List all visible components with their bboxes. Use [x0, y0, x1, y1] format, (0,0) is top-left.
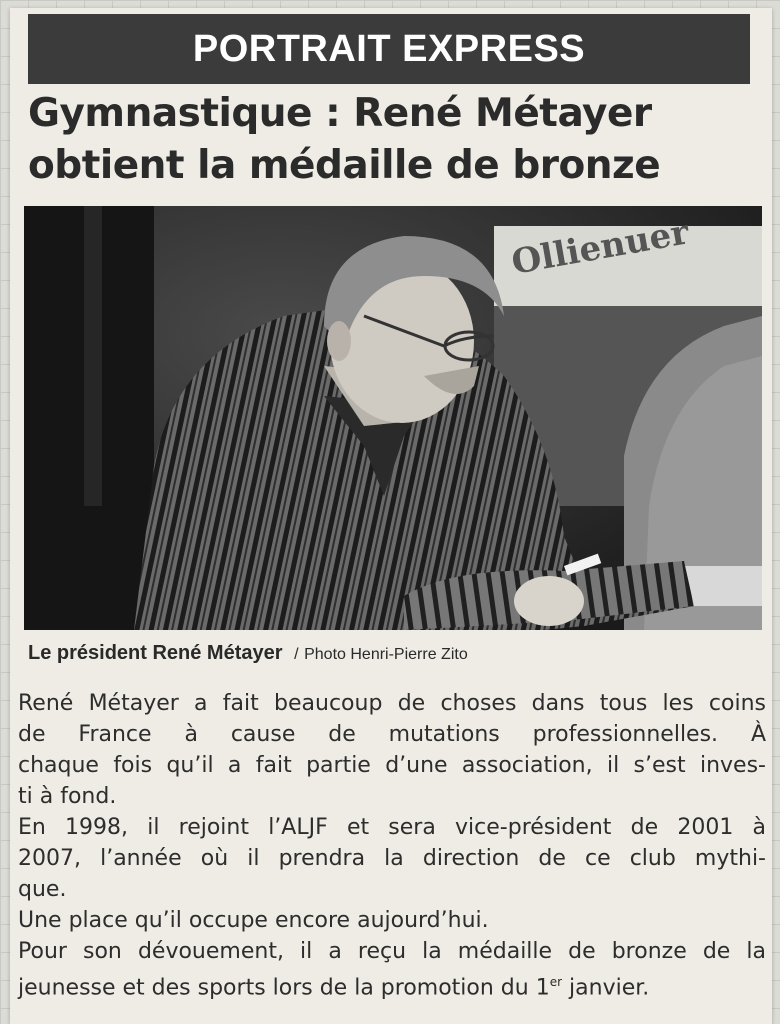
paragraph-1: [18, 688, 766, 812]
text-line: chaque fois qu’il a fait partie d’une association, il s’est inves-: [18, 753, 766, 778]
text-line: René Métayer a fait beaucoup de choses dans tous les coins: [18, 691, 766, 716]
newspaper-clipping: [10, 8, 772, 1024]
photo-credit: Photo Henri-Pierre Zito: [304, 646, 468, 663]
text-line: Pour son dévouement, il a reçu la médaille de bronze de la: [18, 939, 766, 964]
text-line: En 1998, il rejoint l’ALJF et sera vice-président de 2001 à: [18, 815, 766, 840]
paragraph-3: [18, 905, 766, 936]
headline: [28, 88, 758, 192]
rubric-title: PORTRAIT EXPRESS: [192, 27, 586, 70]
text-line: 2007, l’année où il prendra la direction de ce club mythi-: [18, 846, 766, 871]
text-line: Une place qu’il occupe encore aujourd’hui.: [18, 908, 489, 933]
paragraph-4: [18, 936, 766, 1003]
headline-line-2: obtient la médaille de bronze: [28, 143, 661, 188]
rubric-banner: [28, 14, 750, 84]
photo-portrait: [24, 206, 762, 630]
text-fragment: jeunesse et des sports lors de la promotion du 1: [18, 975, 550, 1001]
caption-separator: /: [294, 646, 299, 663]
text-line-last: [18, 967, 766, 1003]
text-line: de France à cause de mutations professionnelles. À: [18, 722, 766, 747]
caption-text: Le président René Métayer: [28, 642, 283, 664]
headline-line-1: Gymnastique : René Métayer: [28, 91, 652, 136]
photo-caption: [28, 642, 758, 665]
text-line: que.: [18, 877, 67, 902]
article-body: [18, 688, 766, 1003]
ordinal-suffix: er: [549, 975, 563, 989]
article-photo: [24, 206, 762, 630]
banner-lettering: Ollienuer: [508, 212, 692, 283]
text-line: ti à fond.: [18, 784, 117, 809]
paragraph-2: [18, 812, 766, 905]
text-fragment: janvier.: [562, 975, 650, 1001]
